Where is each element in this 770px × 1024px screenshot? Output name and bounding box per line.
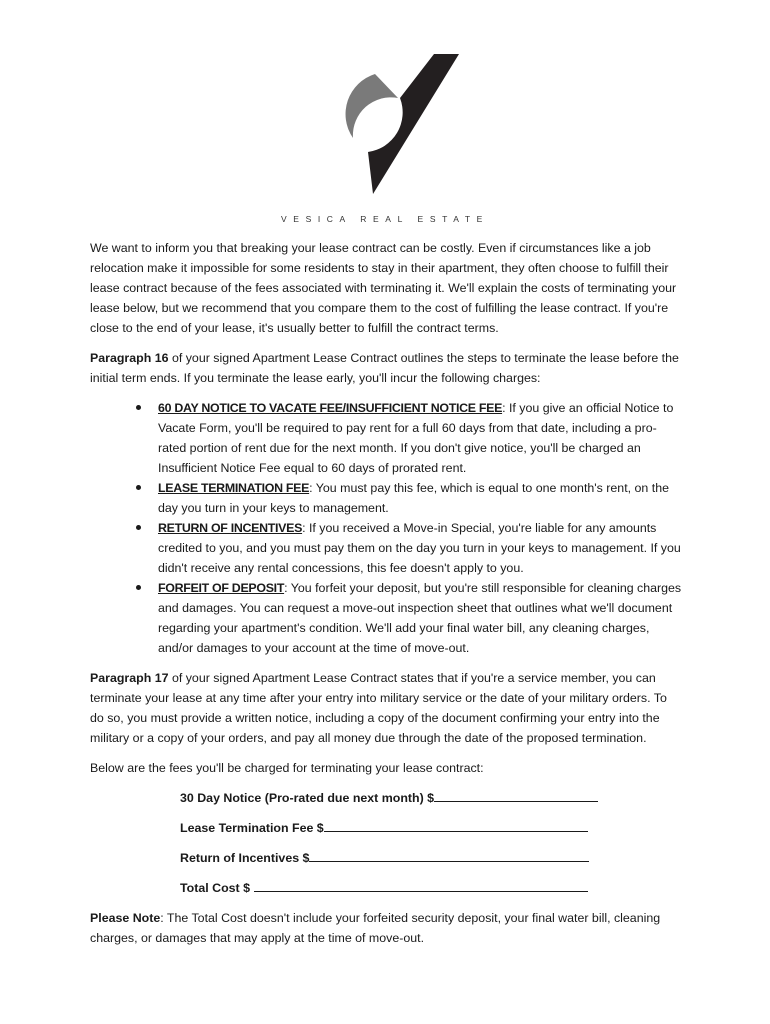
- fee-amount-field[interactable]: [324, 818, 588, 832]
- charge-term: LEASE TERMINATION FEE: [158, 481, 310, 495]
- fee-label: Return of Incentives $: [180, 851, 310, 865]
- fee-label: Total Cost $: [180, 881, 250, 895]
- list-item: [158, 478, 682, 518]
- fee-row-lease-termination: [180, 818, 682, 838]
- brand-name: VESICA REAL ESTATE: [281, 214, 489, 224]
- fee-label: Lease Termination Fee $: [180, 821, 324, 835]
- charges-list: [90, 398, 682, 658]
- fee-label: 30 Day Notice (Pro-rated due next month) $: [180, 791, 435, 805]
- document-body: [90, 238, 682, 958]
- charge-text: : If you received a Move-in Special, you're liable for any amounts credited to you, and you must pay them on the day you turn in your keys to management. If you didn't receive any rental concessions, this fee doesn't apply to you.: [158, 521, 681, 575]
- paragraph-17-label: Paragraph 17: [90, 671, 169, 685]
- fee-amount-field[interactable]: [434, 788, 598, 802]
- logo-gray-crescent: [346, 74, 398, 138]
- charge-term: FORFEIT OF DEPOSIT: [158, 581, 285, 595]
- charge-term: 60 DAY NOTICE TO VACATE FEE/INSUFFICIENT NOTICE FEE: [158, 401, 503, 415]
- fees-intro: Below are the fees you'll be charged for terminating your lease contract:: [90, 761, 484, 775]
- fee-row-30-day-notice: [180, 788, 682, 808]
- list-item: [158, 578, 682, 658]
- please-note-label: Please Note: [90, 911, 161, 925]
- fee-amount-field[interactable]: [254, 878, 588, 892]
- charge-text: : You forfeit your deposit, but you're still responsible for cleaning charges and damages. You can request a move-out inspection sheet that outlines what we'll document regarding your apartment's condition. We'll add your final water bill, any cleaning charges, and/or damages to your account at the time of move-out.: [158, 581, 682, 655]
- paragraph-16-text: of your signed Apartment Lease Contract outlines the steps to terminate the lease before the initial term ends. If you terminate the lease early, you'll incur the following charges:: [90, 351, 679, 385]
- fee-amount-field[interactable]: [309, 848, 589, 862]
- paragraph-17-text: of your signed Apartment Lease Contract states that if you're a service member, you can terminate your lease at any time after your entry into military service or the date of your military orders. To do so, you must provide a written notice, including a copy of the document confirming your entry into the military or a copy of your orders, and pay all money due through the date of the proposed termination.: [90, 671, 667, 745]
- list-item: [158, 398, 682, 478]
- please-note-text: : The Total Cost doesn't include your forfeited security deposit, your final water bill, cleaning charges, or damages that may apply at the time of move-out.: [90, 911, 661, 945]
- vesica-logo-icon: [328, 52, 464, 198]
- fee-row-return-of-incentives: [180, 848, 682, 868]
- logo-dark-checkmark: [368, 54, 459, 194]
- fees-form: [90, 788, 682, 898]
- intro-paragraph: We want to inform you that breaking your lease contract can be costly. Even if circumstances like a job relocation make it impossible for some residents to stay in their apartment, they often choose to fulfill their lease contract because of the fees associated with terminating it. We'll explain the costs of terminating your lease below, but we recommend that you compare them to the cost of fulfilling the lease contract. If you're close to the end of your lease, it's usually better to fulfill the contract terms.: [90, 241, 677, 335]
- charge-term: RETURN OF INCENTIVES: [158, 521, 303, 535]
- charge-text: : If you give an official Notice to Vacate Form, you'll be required to pay rent for a full 60 days from that date, including a pro-rated portion of rent due for the next month. If you don't give notice, you'll be charged an Insufficient Notice Fee equal to 60 days of prorated rent.: [158, 401, 674, 475]
- list-item: [158, 518, 682, 578]
- charge-text: : You must pay this fee, which is equal to one month's rent, on the day you turn in your keys to management.: [158, 481, 669, 515]
- please-note: [90, 908, 682, 948]
- paragraph-17: [90, 668, 682, 748]
- paragraph-16: [90, 348, 682, 388]
- paragraph-16-label: Paragraph 16: [90, 351, 169, 365]
- fee-row-total-cost: [180, 878, 682, 898]
